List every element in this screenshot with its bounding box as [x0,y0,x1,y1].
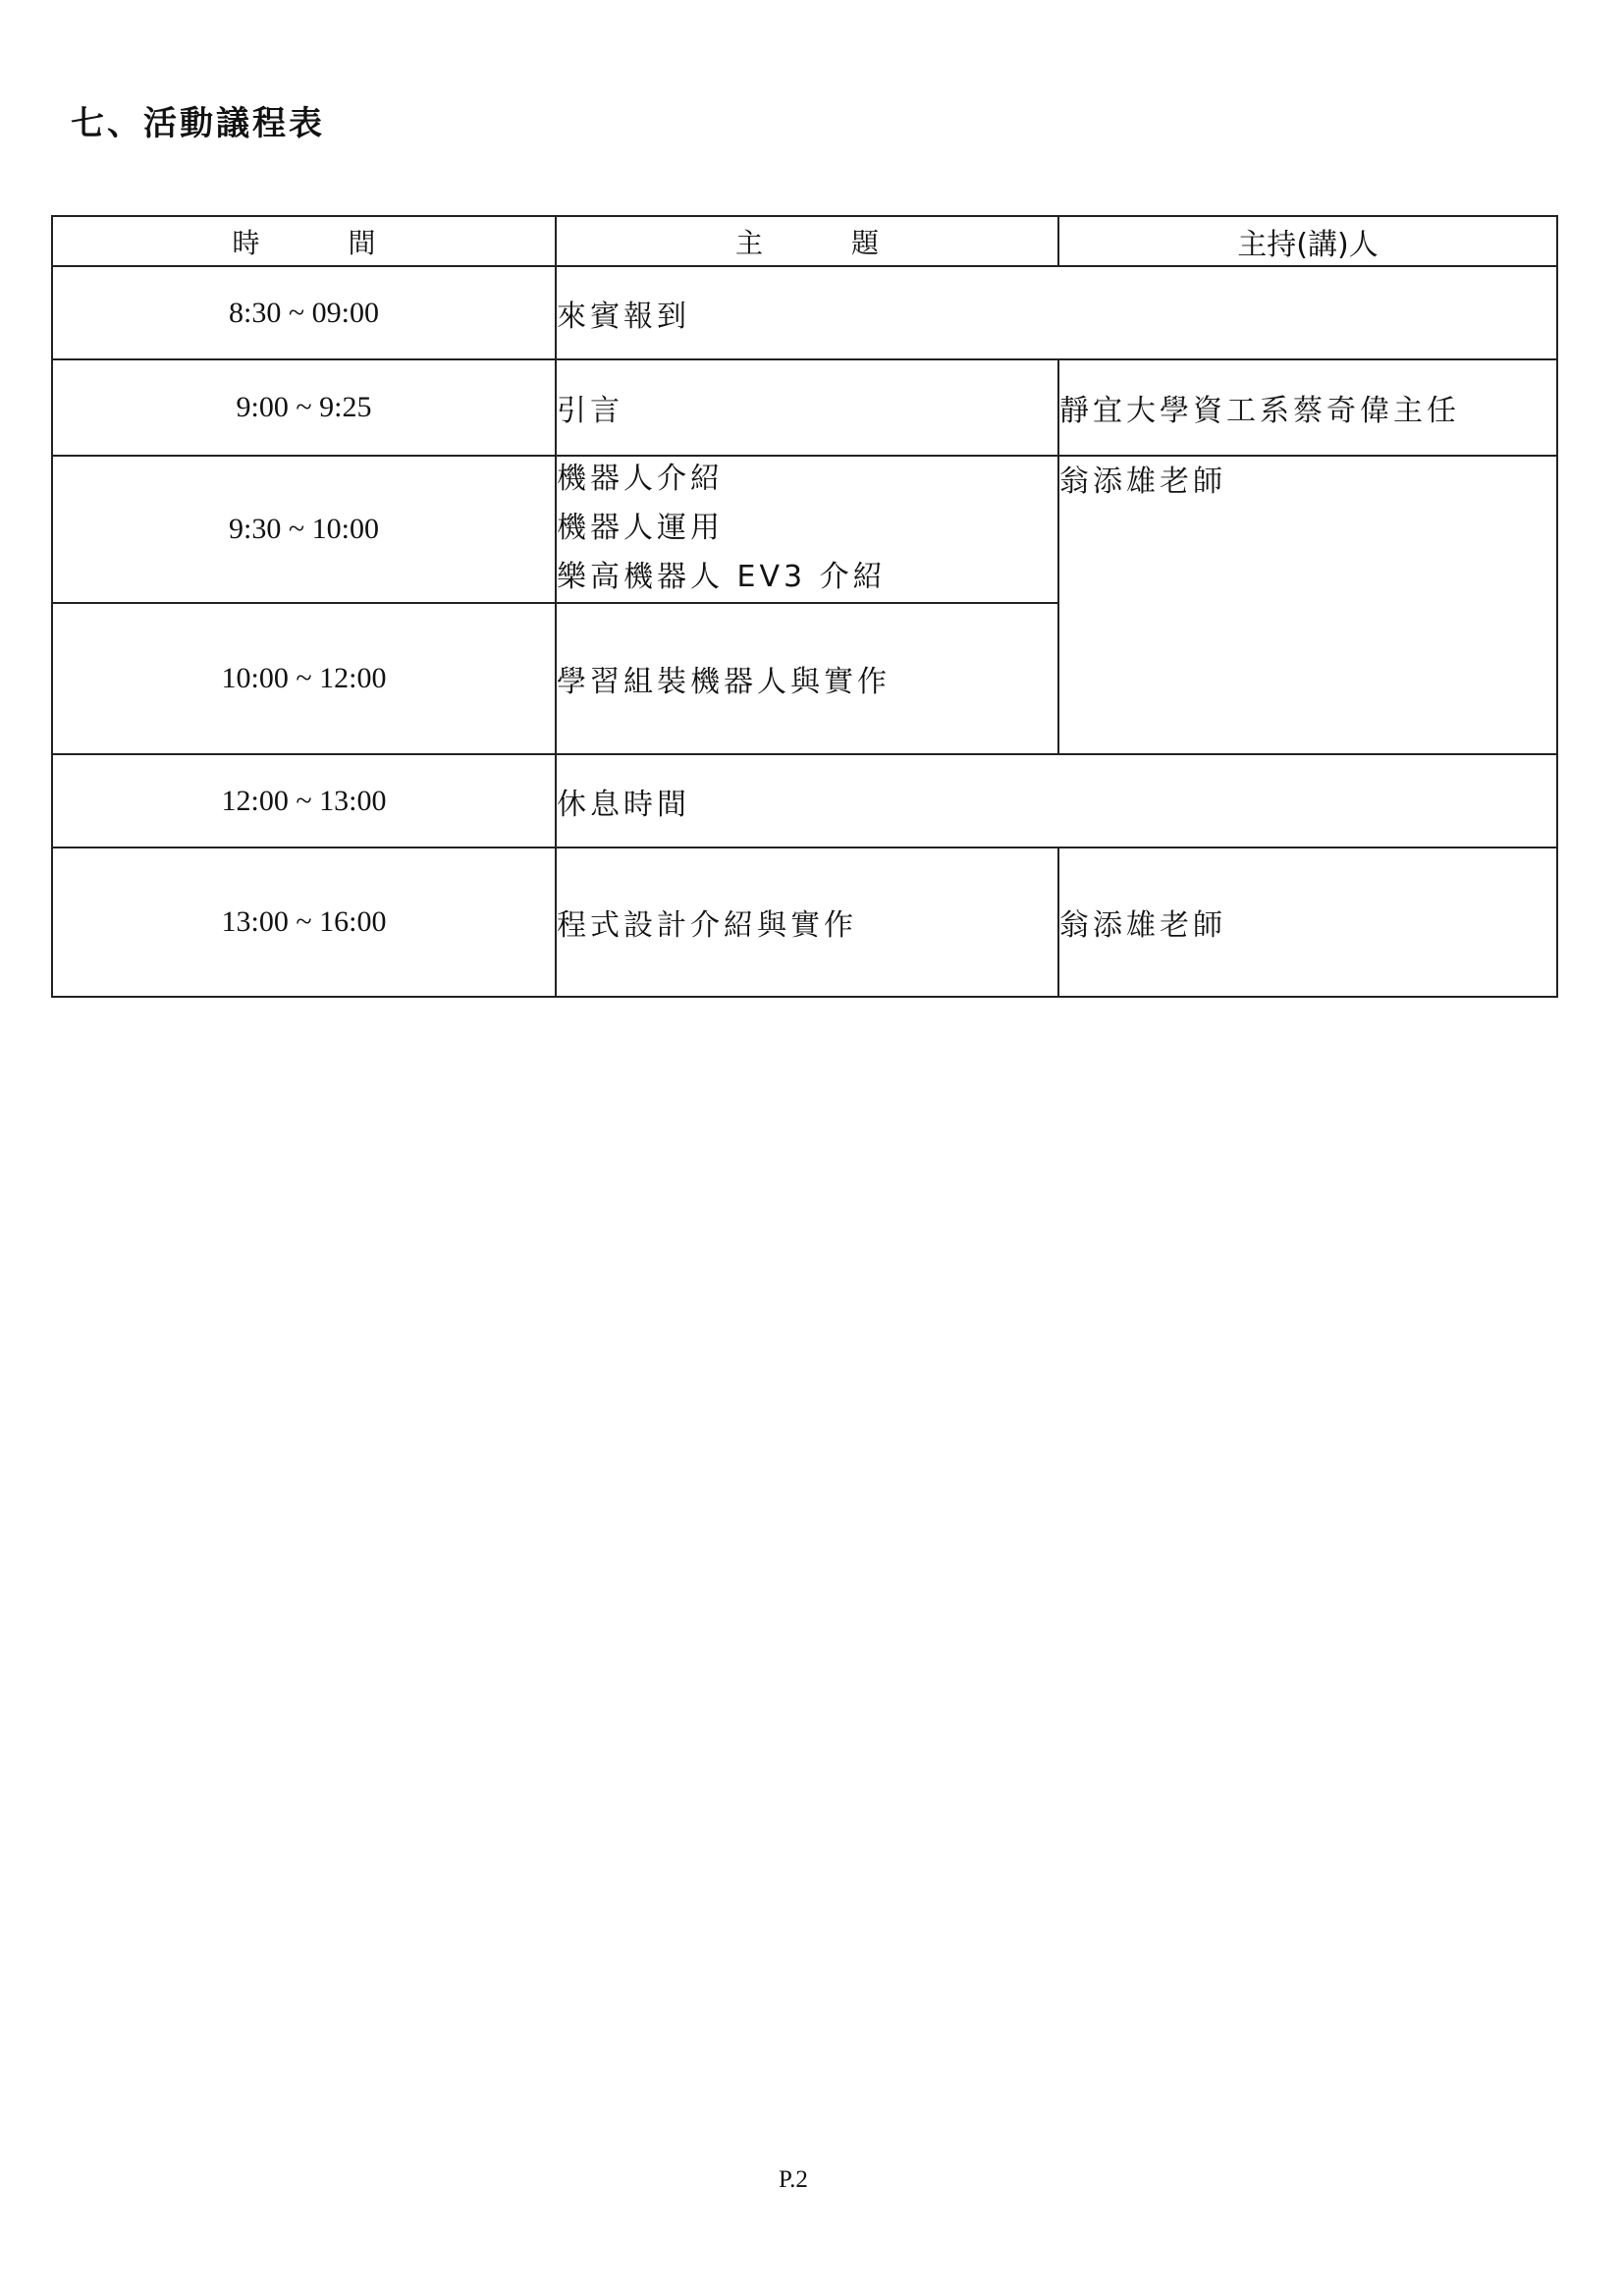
section-heading: 七、活動議程表 [71,104,325,143]
time-cell: 8:30 ~ 09:00 [52,266,556,359]
page-number: P.2 [779,2166,808,2193]
table-row [52,266,1557,359]
host-cell: 翁添雄老師 [1058,847,1557,997]
topic-cell: 來賓報到 [556,266,1557,359]
topic-cell: 引言 [556,359,1058,456]
agenda-table [51,215,1558,998]
topic-cell: 學習組裝機器人與實作 [556,603,1058,754]
header-topic: 主題 [556,216,1058,266]
topic-line: 樂高機器人 EV3 介紹 [557,560,887,594]
time-cell: 10:00 ~ 12:00 [52,603,556,754]
time-cell: 12:00 ~ 13:00 [52,754,556,847]
table-row [52,456,1557,603]
time-cell: 13:00 ~ 16:00 [52,847,556,997]
topic-cell: 程式設計介紹與實作 [556,847,1058,997]
topic-cell [556,456,1058,603]
header-time: 時間 [52,216,556,266]
host-cell: 靜宜大學資工系蔡奇偉主任 [1058,359,1557,456]
header-host: 主持(講)人 [1058,216,1557,266]
topic-line: 機器人介紹 [557,462,724,496]
time-cell: 9:00 ~ 9:25 [52,359,556,456]
topic-line: 機器人運用 [557,511,724,545]
table-header-row [52,216,1557,266]
host-cell: 翁添雄老師 [1058,456,1557,754]
time-cell: 9:30 ~ 10:00 [52,456,556,603]
topic-cell: 休息時間 [556,754,1557,847]
table-row [52,359,1557,456]
table-row [52,754,1557,847]
table-row [52,847,1557,997]
